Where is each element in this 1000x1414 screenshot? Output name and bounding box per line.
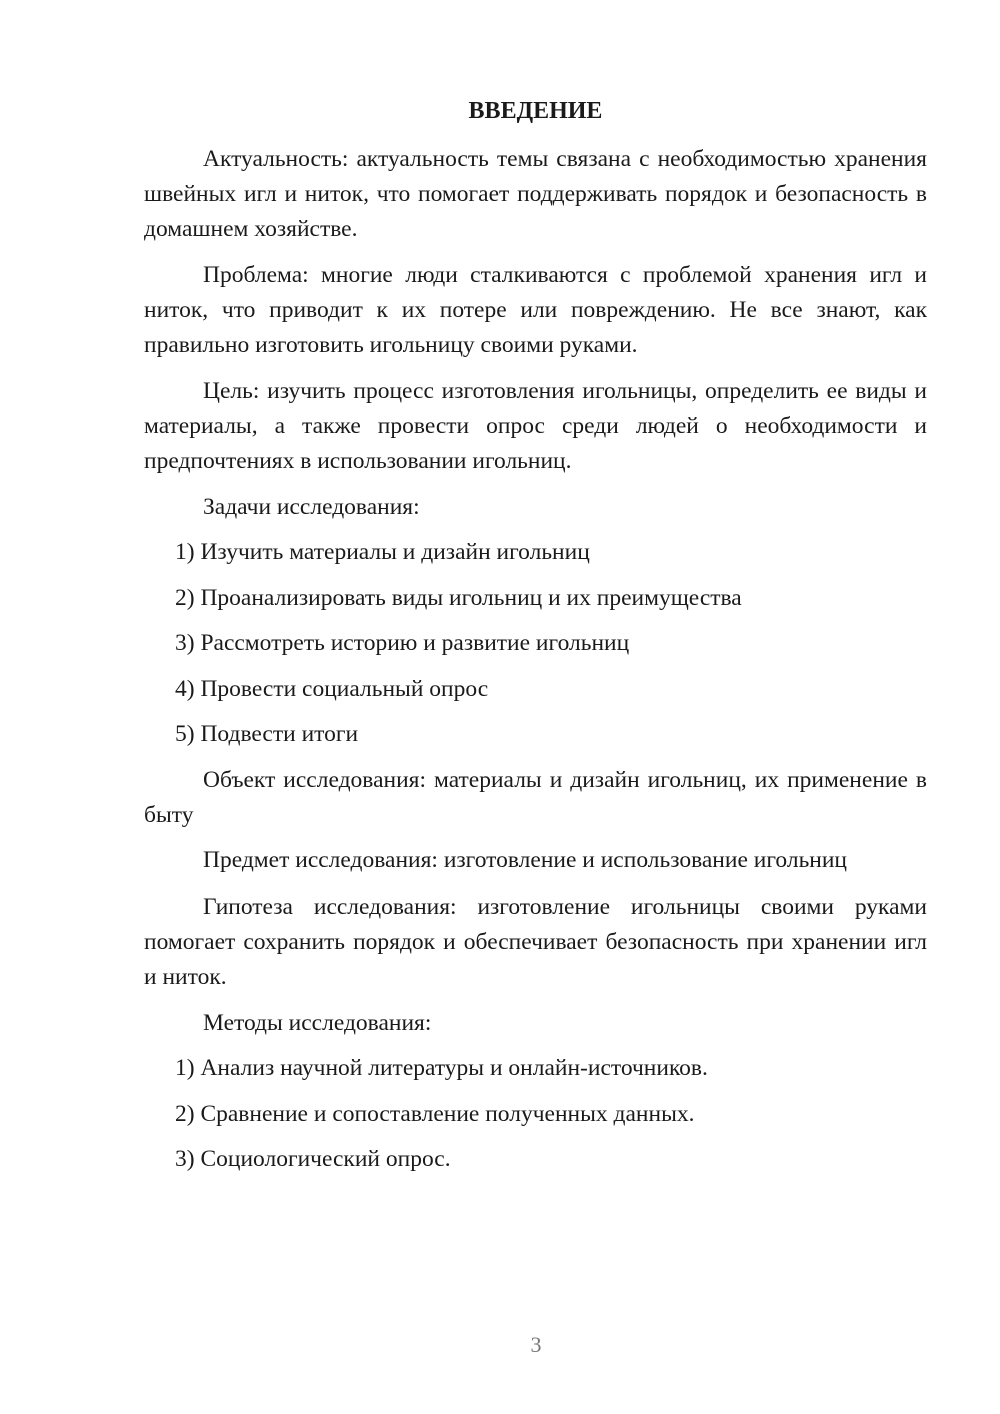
task-item: 1) Изучить материалы и дизайн игольниц bbox=[175, 539, 590, 565]
tasks-heading: Задачи исследования: bbox=[203, 494, 420, 520]
task-item: 3) Рассмотреть историю и развитие игольниц bbox=[175, 630, 630, 656]
relevance-paragraph: Актуальность: актуальность темы связана с необходимостью хранения швейных игл и ниток, что помогает поддерживать порядок и безопасность в домашнем хозяйстве. bbox=[144, 146, 927, 242]
object-paragraph: Объект исследования: материалы и дизайн игольниц, их применение в быту bbox=[144, 767, 927, 828]
subject-paragraph: Предмет исследования: изготовление и использование игольниц bbox=[203, 847, 848, 873]
methods-heading: Методы исследования: bbox=[203, 1010, 432, 1036]
method-item: 2) Сравнение и сопоставление полученных данных. bbox=[175, 1101, 695, 1127]
goal-paragraph: Цель: изучить процесс изготовления игольницы, определить ее виды и материалы, а также провести опрос среди людей о необходимости и предпочтениях в использовании игольниц. bbox=[144, 378, 927, 474]
method-item: 3) Социологический опрос. bbox=[175, 1146, 451, 1172]
task-item: 2) Проанализировать виды игольниц и их преимущества bbox=[175, 585, 742, 611]
method-item: 1) Анализ научной литературы и онлайн-источников. bbox=[175, 1055, 708, 1081]
hypothesis-paragraph: Гипотеза исследования: изготовление игольницы своими руками помогает сохранить порядок и обеспечивает безопасность при хранении игл и ниток. bbox=[144, 894, 927, 990]
task-item: 4) Провести социальный опрос bbox=[175, 676, 489, 702]
task-item: 5) Подвести итоги bbox=[175, 721, 359, 747]
page-title: ВВЕДЕНИЕ bbox=[468, 98, 603, 124]
page-number: 3 bbox=[530, 1332, 542, 1357]
problem-paragraph: Проблема: многие люди сталкиваются с проблемой хранения игл и ниток, что приводит к их потере или повреждению. Не все знают, как правильно изготовить игольницу своими руками. bbox=[144, 262, 927, 358]
